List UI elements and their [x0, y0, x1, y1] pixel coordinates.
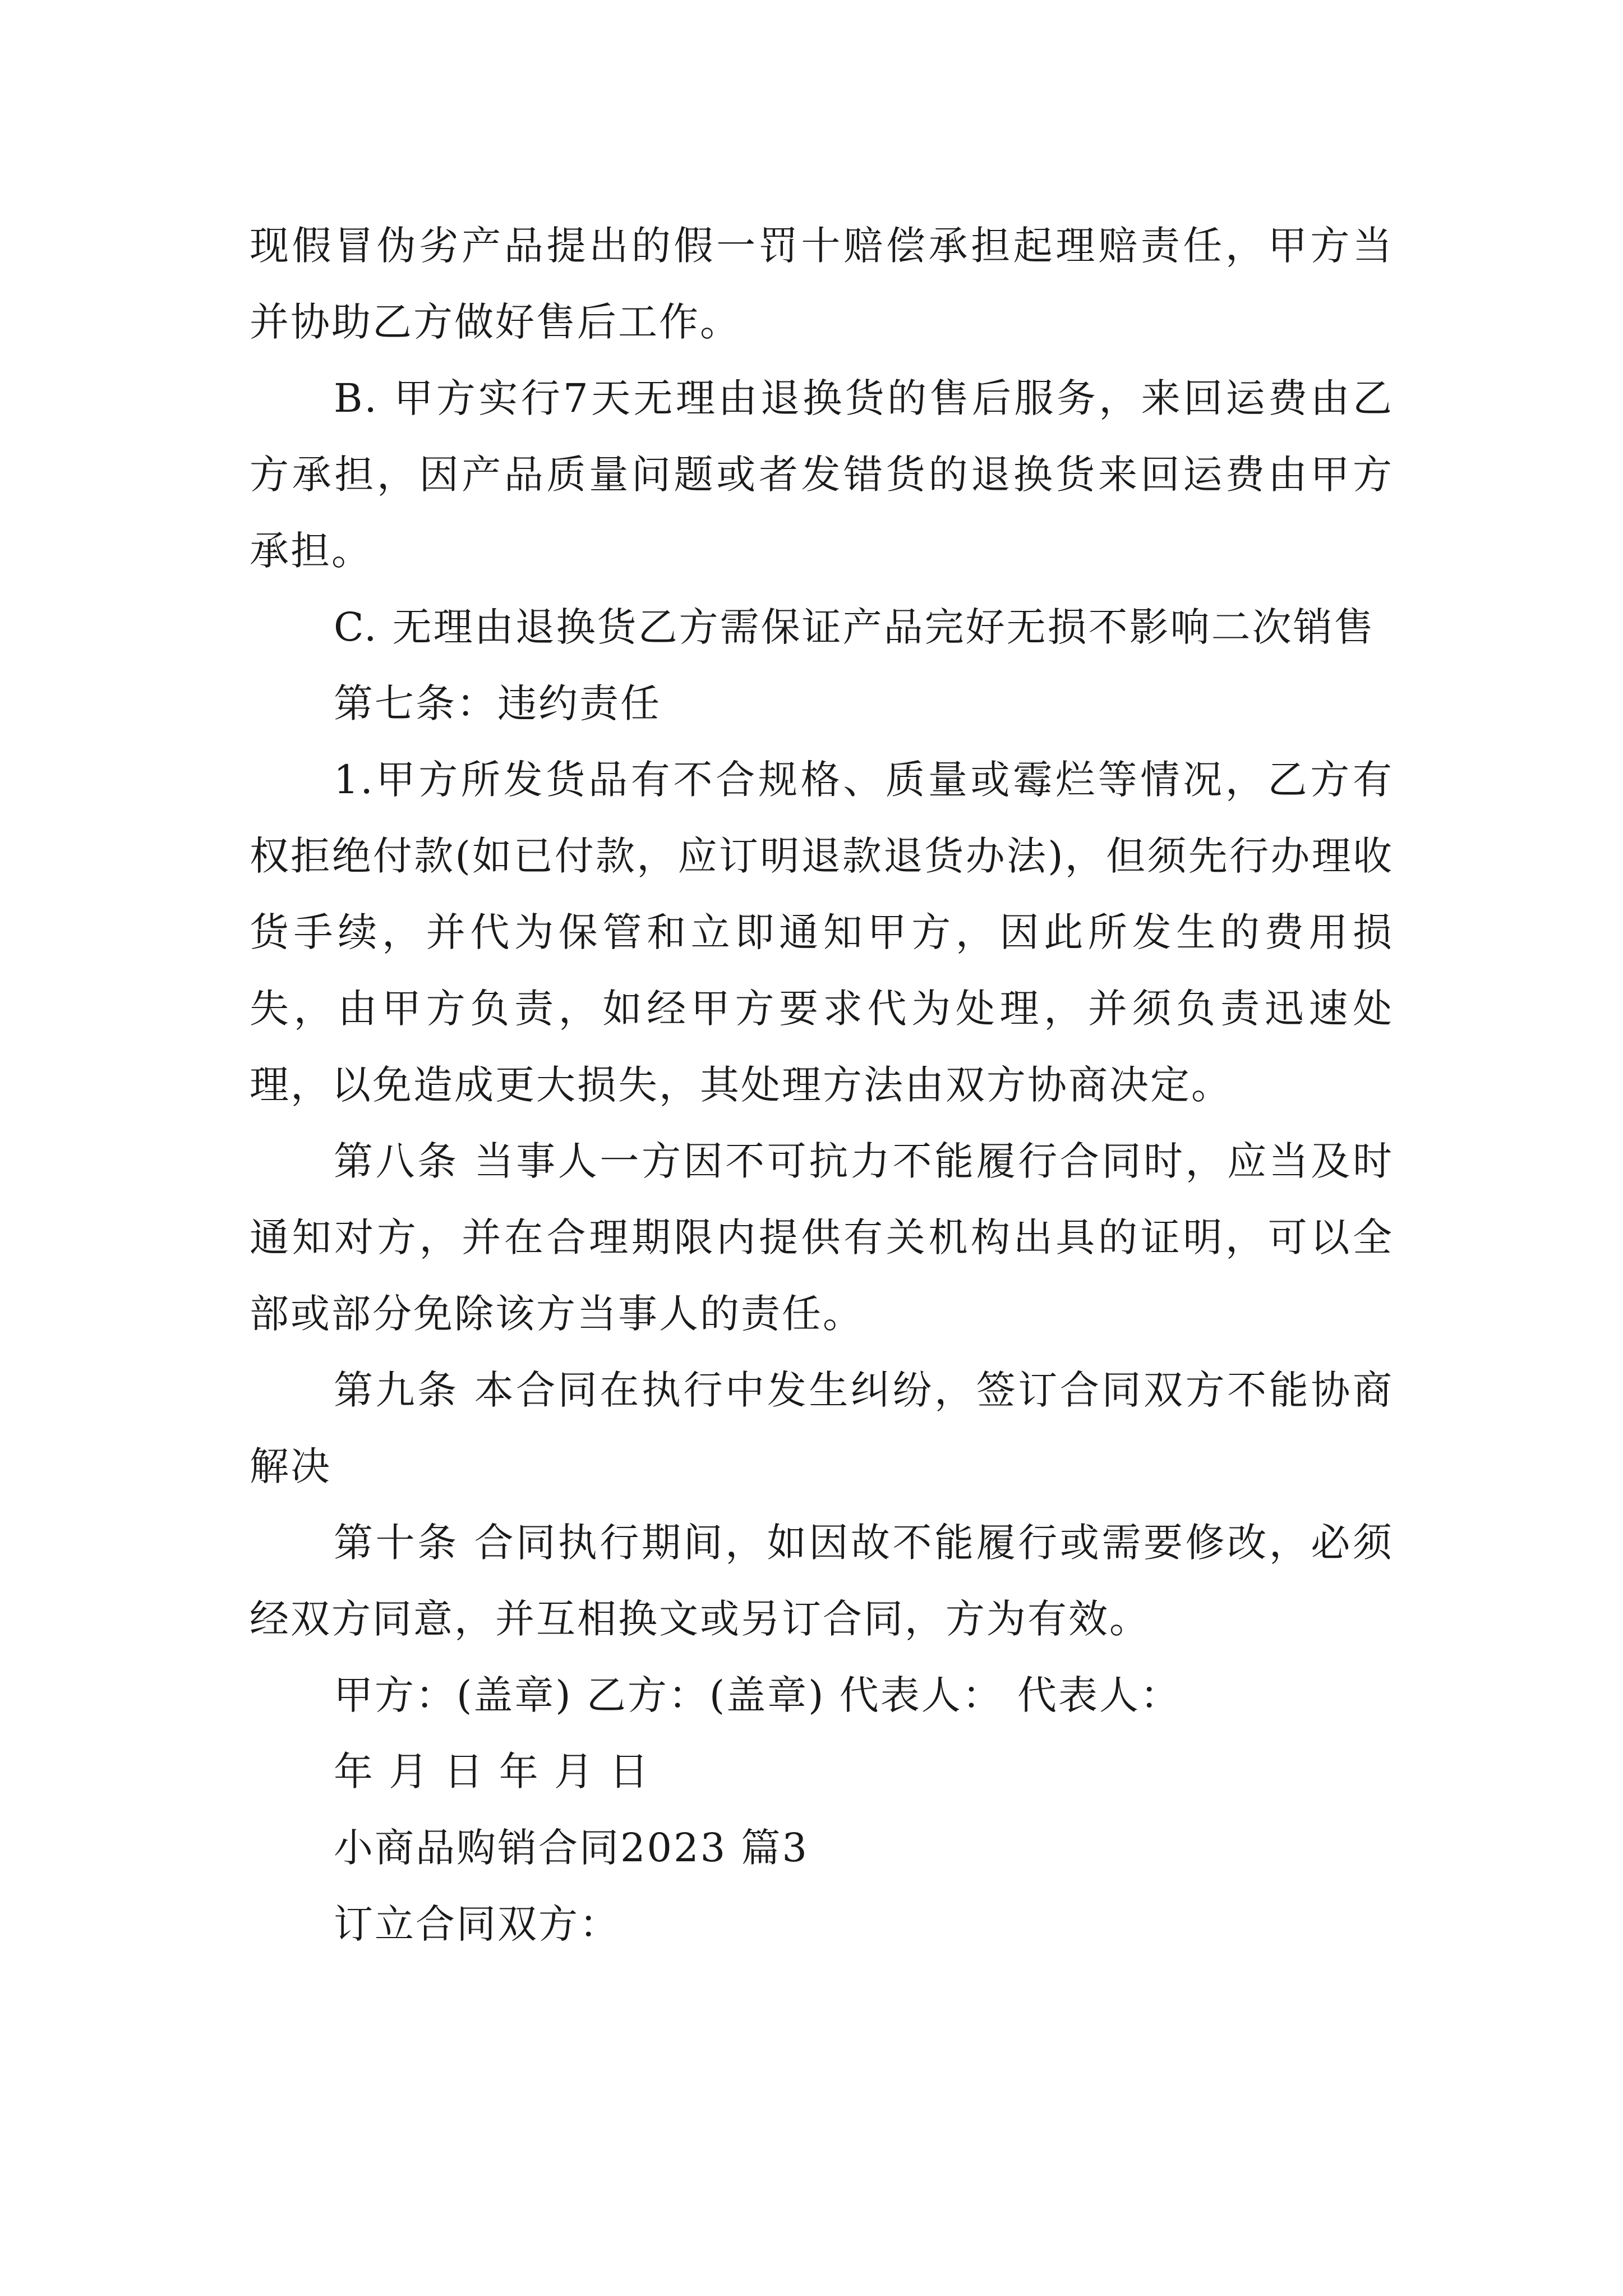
contract-parties-heading: 订立合同双方： — [334, 1901, 620, 1947]
contract-title-part-3: 小商品购销合同2023 篇3 — [334, 1825, 809, 1871]
paragraph-clause-b: B. 甲方实行7天无理由退换货的售后服务，来回运费由乙方承担，因产品质量问题或者发错货的退换货来回运费由甲方承担。 — [250, 375, 1394, 574]
paragraph-article-9: 第九条 本合同在执行中发生纠纷，签订合同双方不能协商解决 — [250, 1367, 1394, 1489]
paragraph-article-8: 第八条 当事人一方因不可抗力不能履行合同时，应当及时通知对方，并在合理期限内提供有关机构出具的证明，可以全部或部分免除该方当事人的责任。 — [250, 1138, 1394, 1337]
paragraph-article-10: 第十条 合同执行期间，如因故不能履行或需要修改，必须经双方同意，并互相换文或另订合同，方为有效。 — [250, 1520, 1394, 1642]
date-line: 年 月 日 年 月 日 — [334, 1749, 651, 1795]
paragraph-clause-c: C. 无理由退换货乙方需保证产品完好无损不影响二次销售 — [334, 604, 1375, 650]
paragraph-continuation: 现假冒伪劣产品提出的假一罚十赔偿承担起理赔责任，甲方当并协助乙方做好售后工作。 — [250, 223, 1394, 345]
section-heading-article-7: 第七条：违约责任 — [334, 680, 661, 726]
document-body — [250, 208, 1394, 1962]
paragraph-article-7-item-1: 1.甲方所发货品有不合规格、质量或霉烂等情况，乙方有权拒绝付款(如已付款，应订明退款退货办法)，但须先行办理收货手续，并代为保管和立即通知甲方，因此所发生的费用损失，由甲方负责，如经甲方要求代为处理，并须负责迅速处理，以免造成更大损失，其处理方法由双方协商决定。 — [250, 757, 1394, 1108]
signature-line: 甲方：(盖章) 乙方：(盖章) 代表人： 代表人： — [334, 1672, 1181, 1718]
